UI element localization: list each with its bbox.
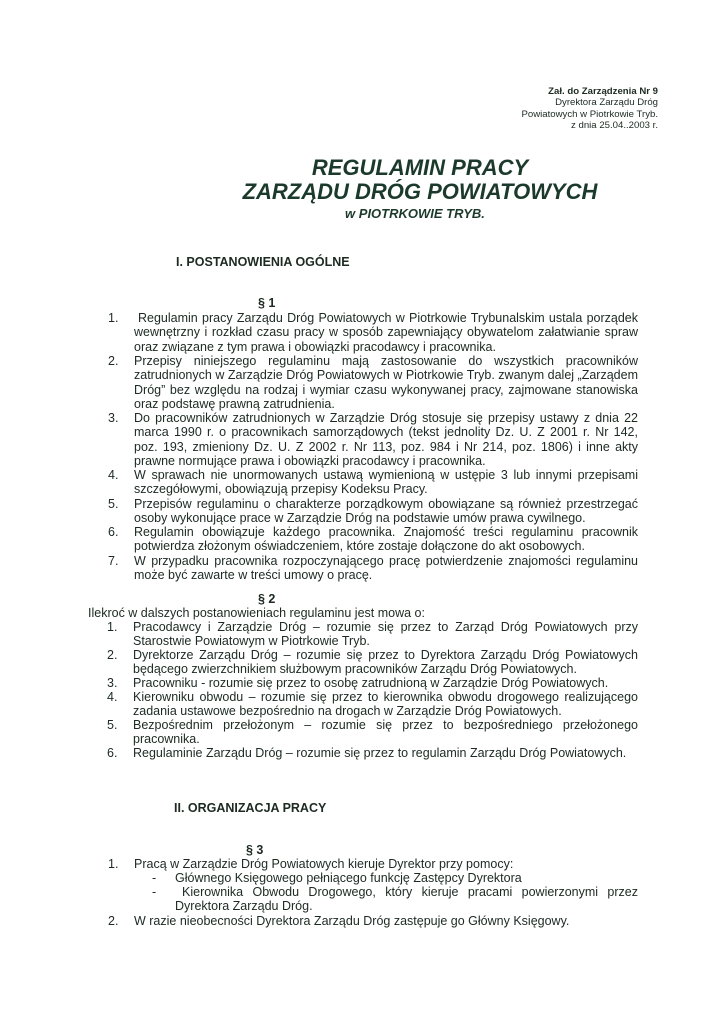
list-item (107, 676, 638, 690)
item-number: 7. (108, 554, 119, 568)
item-text: Regulamin obowiązuje każdego pracownika. Znajomość treści regulaminu pracownik potwierdza złożonym oświadczeniem, które zostaje dołączone do akt osobowych. (134, 525, 638, 554)
item-number: 3. (107, 676, 118, 690)
item-text: W sprawach nie unormowanych ustawą wymienioną w ustępie 3 lub innymi przepisami szczegółowymi, obowiązują przepisy Kodeksu Pracy. (134, 468, 638, 497)
list-item (108, 354, 638, 411)
item-text: W razie nieobecności Dyrektora Zarządu Dróg zastępuje go Główny Księgowy. (134, 914, 570, 928)
item-number: 1. (107, 620, 118, 634)
item-number: 4. (108, 468, 119, 482)
item-text: Dyrektorze Zarządu Dróg – rozumie się przez to Dyrektora Zarządu Dróg Powiatowych będącego zwierzchnikiem służbowym pracowników Zarządu Dróg Powiatowych. (133, 648, 638, 677)
item-text: Przepisów regulaminu o charakterze porządkowym obowiązane są również przestrzegać osoby wykonujące prace w Zarządzie Dróg na podstawie umów prawa cywilnego. (134, 497, 638, 526)
list-item (108, 311, 638, 354)
item-number: 5. (108, 497, 119, 511)
item-text: Regulaminie Zarządu Dróg – rozumie się przez to regulamin Zarządu Dróg Powiatowych. (133, 746, 627, 760)
dash-bullet: - (152, 871, 157, 885)
list-item (108, 857, 638, 871)
dash-bullet: - (152, 885, 157, 899)
item-text: Pracodawcy i Zarządzie Dróg – rozumie się przez to Zarząd Dróg Powiatowych przy Starostwie Powiatowym w Piotrkowie Tryb. (133, 620, 638, 649)
item-number: 1. (108, 857, 119, 871)
document-title: REGULAMIN PRACY (311, 155, 529, 180)
item-number: 6. (108, 525, 119, 539)
item-text: Kierowniku obwodu – rozumie się przez to kierownika obwodu drogowego realizującego zadania ustawowe bezpośrednio na drogach w Zarządzie Dróg Powiatowych. (133, 690, 638, 719)
item-text: Do pracowników zatrudnionych w Zarządzie Dróg stosuje się przepisy ustawy z dnia 22 marca 1990 r. o pracownikach samorządowych (tekst jednolity Dz. U. Z 2001 r. Nr 142, poz. 193, zmieniony Dz. U. Z 2002 r. Nr 113, poz. 984 i Nr 214, poz. 1806) i inne akty prawne normujące prawa i obowiązki pracodawcy i pracownika. (134, 411, 638, 468)
document-title-line2: ZARZĄDU DRÓG POWIATOWYCH (242, 179, 598, 204)
header-line: z dnia 25.04..2003 r. (571, 119, 658, 131)
document-subtitle: w PIOTRKOWIE TRYB. (345, 206, 485, 221)
list-item (107, 648, 638, 677)
sub-item (152, 871, 638, 885)
paragraph-label: § 3 (246, 843, 264, 857)
list-item (108, 497, 638, 526)
list-item (108, 554, 638, 583)
item-text: Głównego Księgowego pełniącego funkcję Zastępcy Dyrektora (175, 871, 522, 885)
section-heading: I. POSTANOWIENIA OGÓLNE (176, 255, 350, 269)
item-text: Pracowniku - rozumie się przez to osobę zatrudnioną w Zarządzie Dróg Powiatowych. (133, 676, 609, 690)
header-line: Zał. do Zarządzenia Nr 9 (548, 86, 658, 97)
list-item (107, 620, 638, 649)
section-heading: II. ORGANIZACJA PRACY (174, 801, 327, 815)
item-number: 2. (107, 648, 118, 662)
attachment-header (522, 86, 659, 131)
list-item (108, 468, 638, 497)
list-item (107, 746, 638, 760)
paragraph-intro: Ilekroć w dalszych postanowieniach regulaminu jest mowa o: (88, 606, 425, 620)
item-text: W przypadku pracownika rozpoczynającego pracę potwierdzenie znajomości regulaminu może być zawarte w treści umowy o pracę. (134, 554, 638, 583)
paragraph-label: § 2 (258, 592, 276, 606)
item-text: Przepisy niniejszego regulaminu mają zastosowanie do wszystkich pracowników zatrudnionych w Zarządzie Dróg Powiatowych w Piotrkowie Tryb. zwanym dalej „Zarządem Dróg” bez względu na rodzaj i wymiar czasu wykonywanej pracy, zajmowane stanowiska oraz podstawę prawną zatrudnienia. (134, 354, 638, 411)
item-number: 3. (108, 411, 119, 425)
list-item (107, 690, 638, 719)
item-number: 6. (107, 746, 118, 760)
item-number: 2. (108, 354, 119, 368)
item-number: 5. (107, 718, 118, 732)
list-item (107, 718, 638, 747)
item-text: Pracą w Zarządzie Dróg Powiatowych kieruje Dyrektor przy pomocy: (134, 857, 514, 871)
item-number: 1. (108, 311, 119, 325)
list-item (108, 525, 638, 554)
header-line: Dyrektora Zarządu Dróg (555, 97, 658, 109)
sub-item (152, 885, 638, 914)
list-item (108, 411, 638, 468)
item-number: 2. (108, 914, 119, 928)
item-text: Kierownika Obwodu Drogowego, który kieruje pracami powierzonymi przez Dyrektora Zarządu Dróg. (175, 885, 638, 914)
list-item (108, 914, 638, 928)
item-text: Bezpośrednim przełożonym – rozumie się przez to bezpośredniego przełożonego pracownika. (133, 718, 638, 747)
paragraph-label: § 1 (258, 296, 276, 310)
header-line: Powiatowych w Piotrkowie Tryb. (521, 108, 658, 120)
item-number: 4. (107, 690, 118, 704)
item-text: Regulamin pracy Zarządu Dróg Powiatowych w Piotrkowie Trybunalskim ustala porządek wewnętrzny i rozkład czasu pracy w sposób zapewniający obywatelom załatwianie spraw oraz związane z tym prawa i obowiązki pracodawcy i pracownika. (134, 311, 638, 354)
